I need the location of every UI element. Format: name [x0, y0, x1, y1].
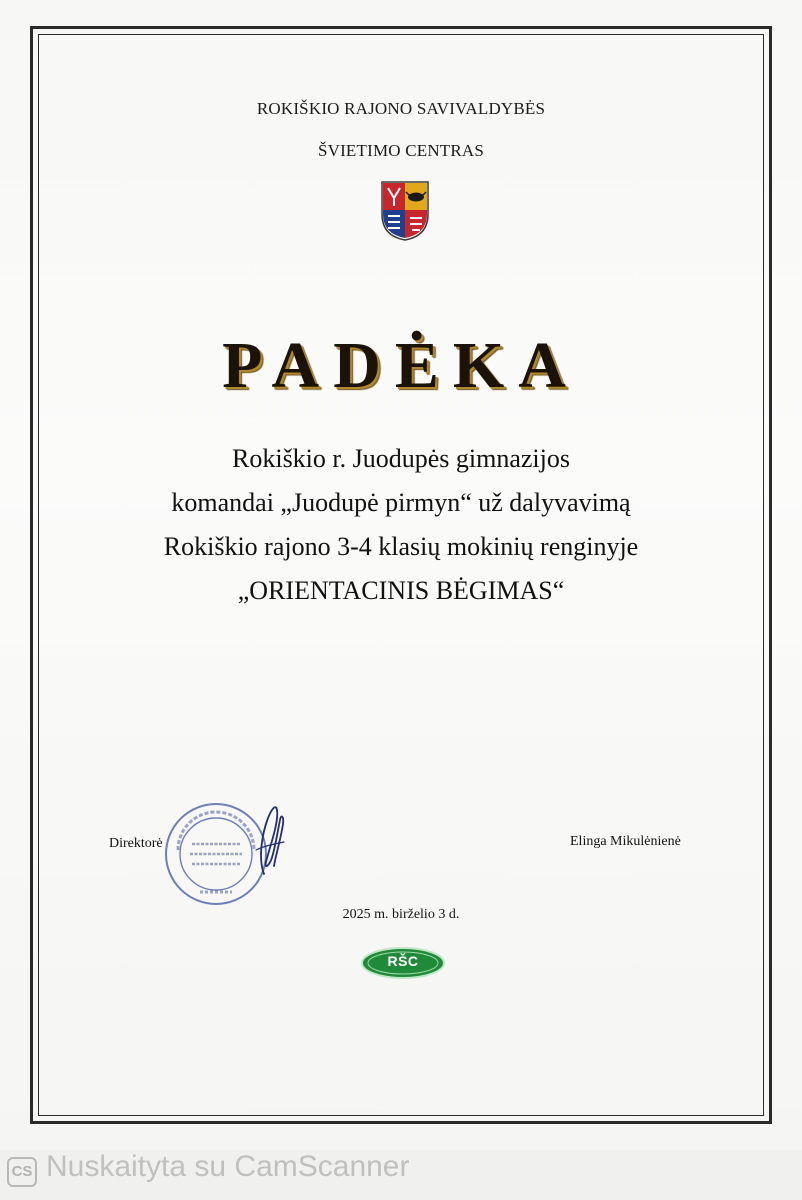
- issuer-line-1: ROKIŠKIO RAJONO SAVIVALDYBĖS: [256, 99, 546, 118]
- recipient-line-2: komandai „Juodupė pirmyn“ už dalyvavimą: [171, 488, 631, 517]
- rsc-logo-text: RŠC: [387, 953, 419, 969]
- camscanner-logo-icon: CS: [7, 1157, 37, 1187]
- event-name: „ORIENTACINIS BĖGIMAS“: [237, 576, 565, 605]
- director-label: Direktorė: [109, 836, 163, 851]
- event-line-1: Rokiškio rajono 3-4 klasių mokinių renginyje: [163, 532, 639, 561]
- scanner-watermark: Nuskaityta su CamScanner: [46, 1150, 410, 1183]
- issuer-line-2: ŠVIETIMO CENTRAS: [317, 141, 485, 160]
- certificate-title: PADĖKA: [222, 329, 580, 402]
- handwritten-signature: [240, 800, 290, 880]
- coat-of-arms-icon: [380, 180, 430, 242]
- issue-date: 2025 m. birželio 3 d.: [342, 907, 460, 922]
- director-name: Elinga Mikulėnienė: [570, 834, 681, 849]
- recipient-line-1: Rokiškio r. Juodupės gimnazijos: [232, 444, 570, 473]
